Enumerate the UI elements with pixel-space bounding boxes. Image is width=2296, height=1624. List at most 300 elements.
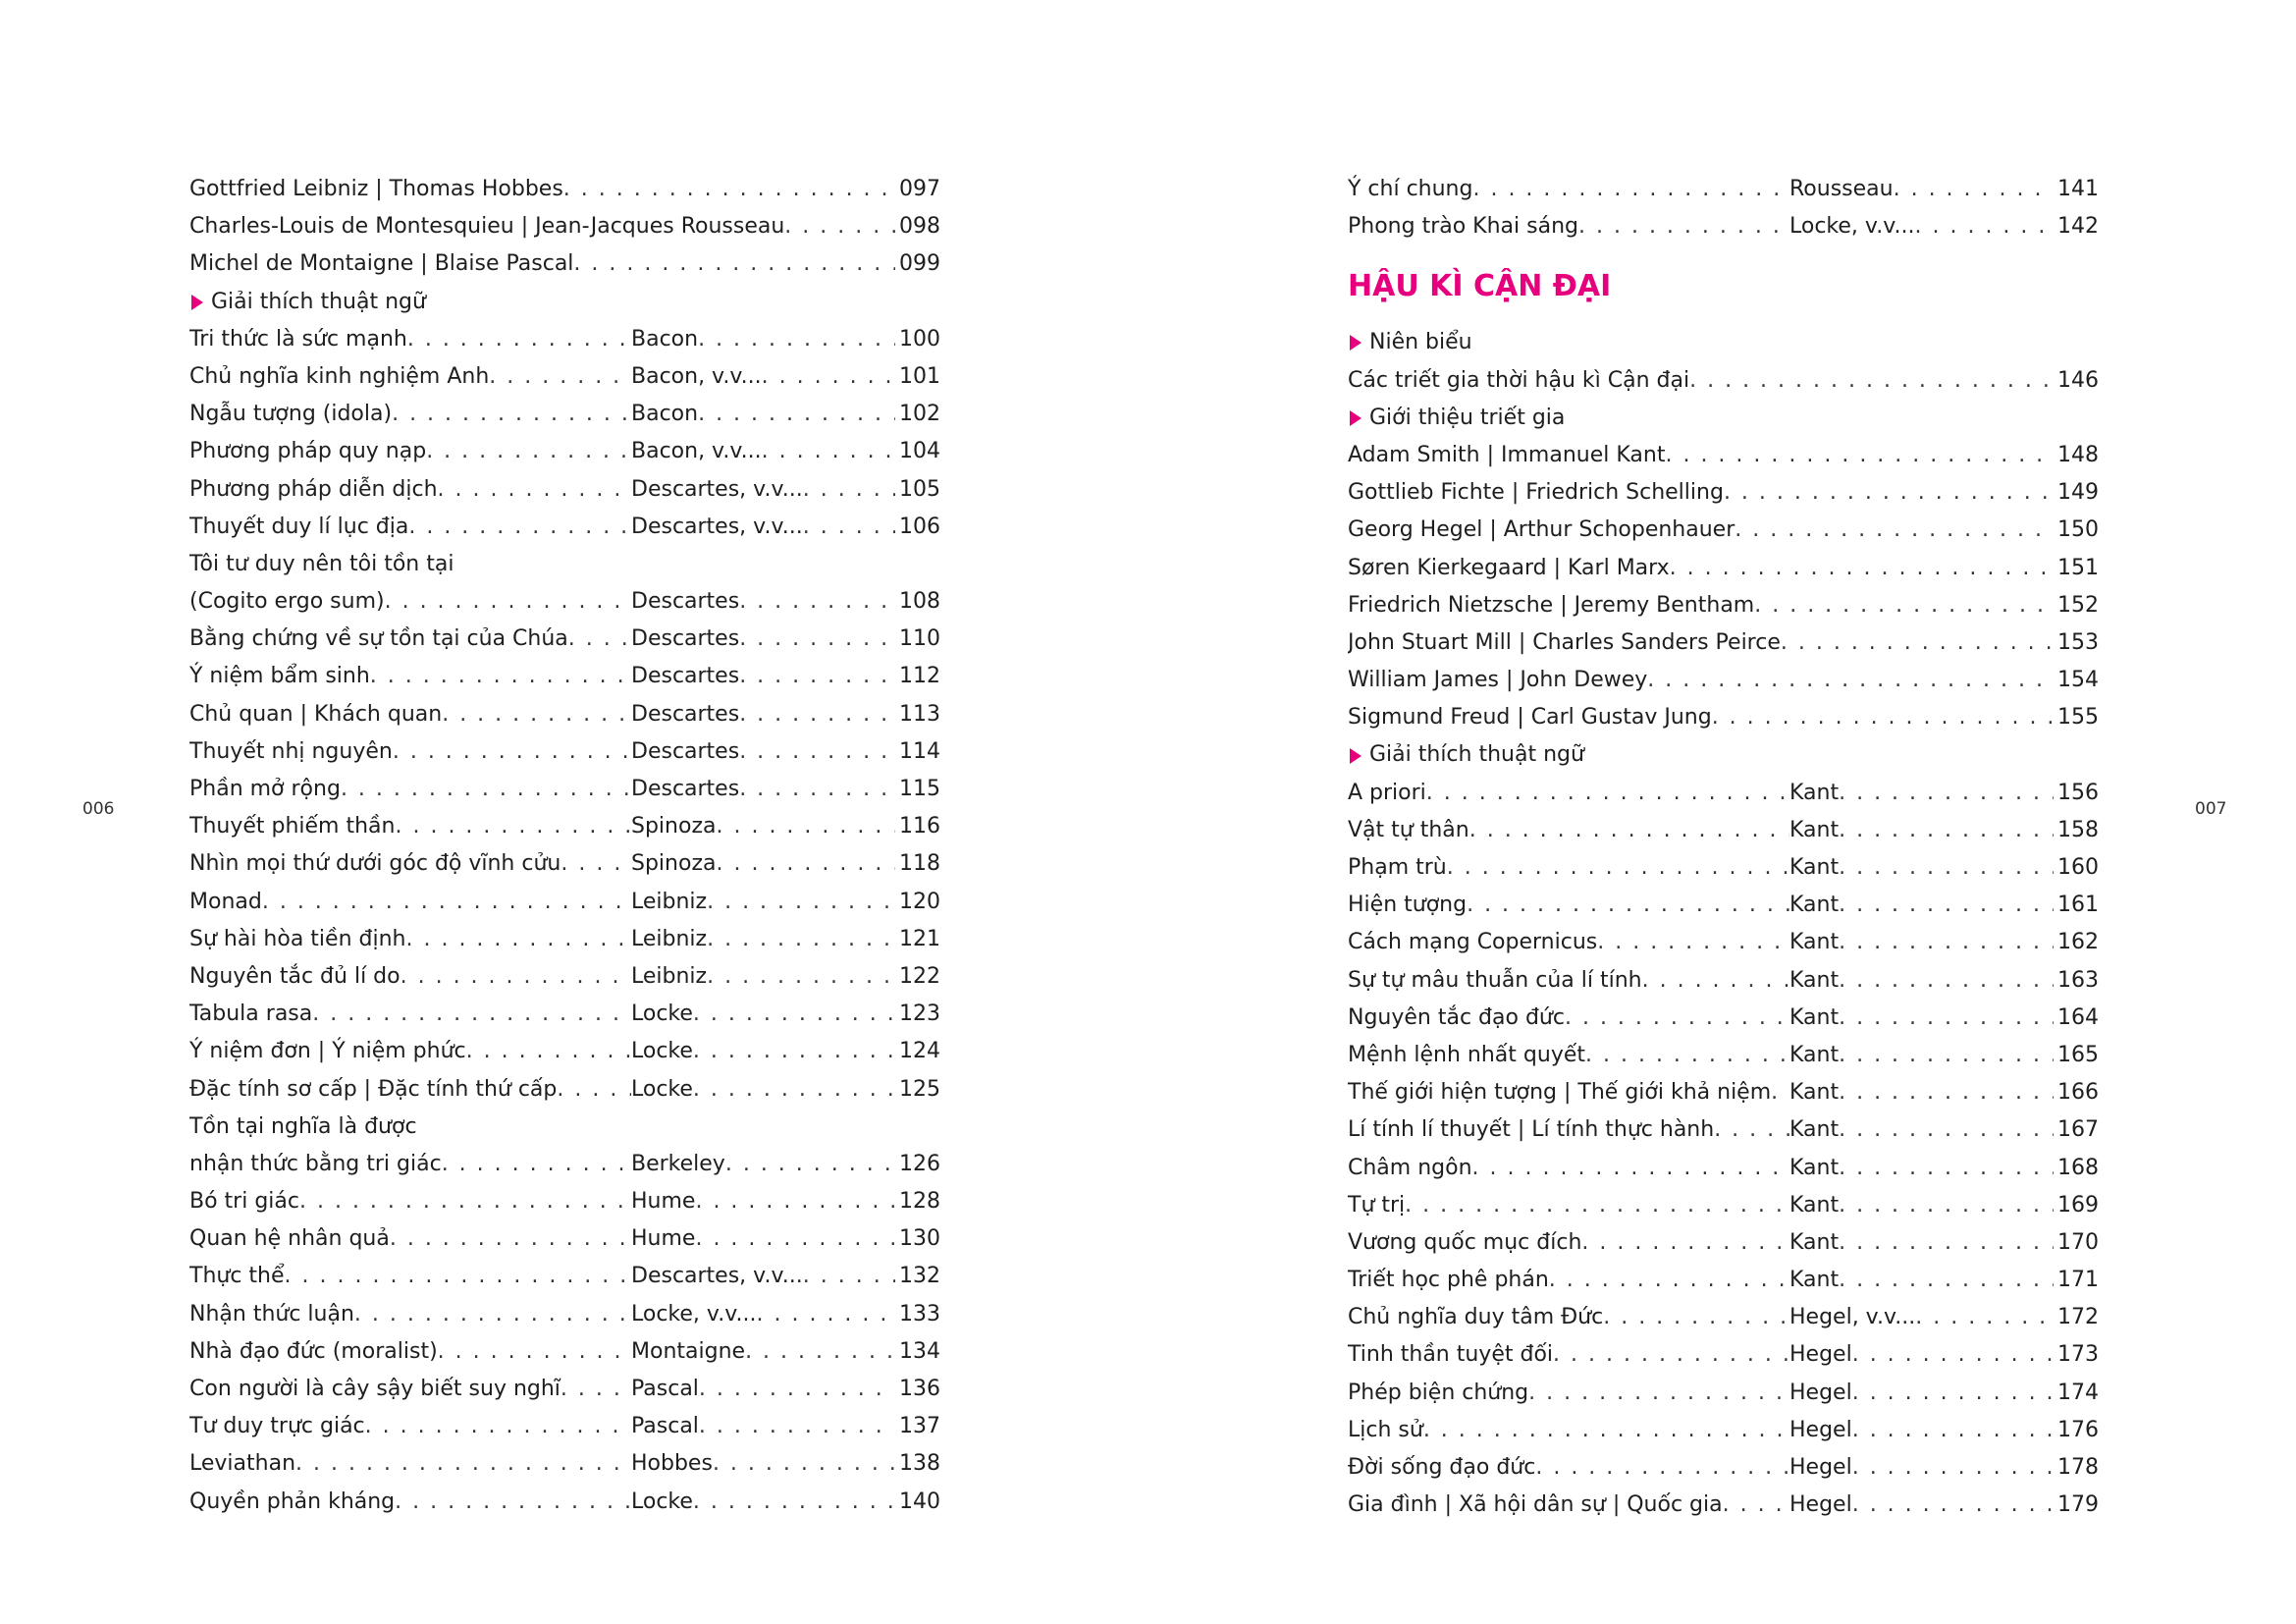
entry-author: Locke — [631, 1001, 693, 1027]
toc-entry[interactable] — [189, 583, 940, 621]
entry-title: Tinh thần tuyệt đối — [1348, 1342, 1554, 1368]
dot-leader — [1839, 962, 2054, 1000]
entry-title: Gottlieb Fichte | Friedrich Schelling — [1348, 480, 1724, 506]
entry-title: Monad — [189, 889, 262, 914]
toc-entry[interactable] — [1348, 849, 2099, 887]
entry-author: Descartes — [631, 777, 740, 801]
entry-title: Các triết gia thời hậu kì Cận đại — [1348, 367, 1690, 393]
toc-entry[interactable] — [1348, 887, 2099, 924]
dot-leader — [1689, 362, 2054, 400]
entry-page: 126 — [899, 1151, 940, 1176]
dot-leader — [762, 358, 895, 396]
dot-leader — [1469, 812, 1789, 849]
dot-leader — [262, 884, 631, 921]
toc-entry[interactable] — [1348, 171, 2099, 208]
entry-author: Montaigne — [631, 1338, 746, 1364]
entry-title-cell — [1348, 1299, 1789, 1336]
entry-author: Descartes — [631, 626, 740, 652]
entry-title-cell — [189, 696, 631, 733]
toc-entry[interactable] — [1348, 437, 2099, 474]
dot-leader — [1581, 1224, 1789, 1262]
dot-leader — [568, 621, 631, 658]
entry-author: Locke — [631, 1039, 693, 1064]
entry-page: 140 — [899, 1489, 940, 1514]
entry-title: Thuyết nhị nguyên — [189, 738, 393, 764]
entry-title-cell — [189, 1033, 631, 1070]
dot-leader — [695, 1220, 895, 1258]
toc-entry[interactable] — [1348, 1487, 2099, 1524]
toc-entry[interactable] — [189, 321, 940, 358]
entry-title: Quan hệ nhân quả — [189, 1226, 390, 1252]
toc-entry[interactable] — [1348, 587, 2099, 624]
entry-page: 166 — [2057, 1080, 2099, 1106]
toc-entry[interactable] — [1348, 1375, 2099, 1412]
dot-leader — [757, 1296, 896, 1333]
entry-author: Locke — [631, 1076, 693, 1102]
entry-author: Spinoza — [631, 851, 717, 877]
entry-title-cell — [189, 1484, 631, 1521]
entry-title: Tri thức là sức mạnh — [189, 326, 407, 352]
dot-leader — [716, 808, 895, 845]
dot-leader — [573, 245, 895, 283]
entry-title-cell — [1348, 1000, 1789, 1037]
toc-entry[interactable] — [1348, 1449, 2099, 1487]
toc-entry[interactable] — [189, 1033, 940, 1070]
entry-title: Nhận thức luận — [189, 1301, 354, 1326]
toc-entry[interactable] — [1348, 924, 2099, 961]
entry-title: Nguyên tắc đạo đức — [1348, 1004, 1565, 1030]
entry-page: 112 — [899, 664, 940, 689]
dot-leader — [295, 1445, 631, 1483]
entry-page: 169 — [2057, 1192, 2099, 1218]
entry-page: 133 — [899, 1301, 940, 1326]
entry-page: 174 — [2057, 1380, 2099, 1405]
toc-entry[interactable] — [189, 771, 940, 808]
entry-title: Tôi tư duy nên tôi tồn tại — [189, 551, 454, 576]
entry-title: Chủ nghĩa kinh nghiệm Anh — [189, 363, 490, 389]
entry-title: Phương pháp diễn dịch — [189, 476, 438, 502]
entry-author: Locke — [631, 1489, 693, 1514]
entry-page: 130 — [899, 1226, 940, 1252]
toc-entry[interactable] — [1348, 1262, 2099, 1299]
toc-entry[interactable] — [1348, 1037, 2099, 1074]
toc-entry[interactable] — [189, 845, 940, 883]
entry-author: Pascal — [631, 1377, 699, 1401]
entry-page: 099 — [899, 251, 940, 277]
dot-leader — [1405, 1187, 1789, 1224]
entry-title-cell — [1348, 171, 1789, 208]
dot-leader — [1839, 812, 2054, 849]
toc-entry[interactable] — [1348, 208, 2099, 245]
entry-author: Descartes — [631, 589, 740, 615]
entry-page: 142 — [2057, 214, 2099, 240]
entry-title-cell — [189, 658, 631, 695]
entry-title-cell — [189, 1220, 631, 1258]
dot-leader — [1724, 474, 2054, 512]
toc-entry[interactable] — [1348, 1299, 2099, 1336]
dot-leader — [1472, 1150, 1789, 1187]
entry-title: Søren Kierkegaard | Karl Marx — [1348, 555, 1670, 580]
toc-entry[interactable] — [1348, 812, 2099, 849]
toc-entry[interactable] — [189, 509, 940, 546]
entry-author: Locke, v.v... — [631, 1301, 757, 1326]
entry-title: Sự tự mâu thuẫn của lí tính — [1348, 967, 1642, 993]
entry-title-cell — [189, 621, 631, 658]
dot-leader — [385, 583, 631, 621]
toc-entry[interactable] — [189, 1333, 940, 1371]
entry-title: nhận thức bằng tri giác — [189, 1151, 442, 1176]
dot-leader — [438, 471, 631, 509]
entry-title: Triết học phê phán — [1348, 1268, 1549, 1293]
entry-title-cell — [1348, 1375, 1789, 1412]
toc-entry[interactable] — [189, 1146, 940, 1183]
dot-leader — [1423, 1412, 1789, 1449]
dot-leader — [1852, 1487, 2054, 1524]
dot-leader — [739, 621, 895, 658]
toc-entry[interactable] — [189, 1220, 940, 1258]
entry-title: Đặc tính sơ cấp | Đặc tính thứ cấp — [189, 1076, 558, 1102]
toc-entry[interactable] — [189, 471, 940, 509]
entry-title: Đời sống đạo đức — [1348, 1455, 1536, 1480]
entry-title: Thực thể — [189, 1264, 285, 1289]
dot-leader — [1852, 1412, 2054, 1449]
dot-leader — [699, 1371, 895, 1408]
entry-title: Adam Smith | Immanuel Kant — [1348, 442, 1666, 467]
dot-leader — [1472, 171, 1789, 208]
dot-leader — [1839, 1037, 2054, 1074]
entry-page: 167 — [2057, 1117, 2099, 1143]
dot-leader — [312, 996, 631, 1033]
dot-leader — [1642, 962, 1789, 1000]
dot-leader — [699, 1408, 895, 1445]
toc-left-page — [189, 171, 940, 1521]
entry-title-cell — [189, 771, 631, 808]
entry-title: Gottfried Leibniz | Thomas Hobbes — [189, 177, 563, 201]
entry-author: Descartes, v.v... — [631, 514, 803, 539]
toc-entry[interactable] — [1348, 662, 2099, 699]
entry-page: 136 — [899, 1377, 940, 1401]
entry-page: 102 — [899, 402, 940, 427]
dot-leader — [370, 658, 631, 695]
dot-leader — [693, 1484, 895, 1521]
toc-entry[interactable] — [1348, 1412, 2099, 1449]
entry-title: John Stuart Mill | Charles Sanders Peirce — [1348, 629, 1781, 655]
entry-page: 125 — [899, 1076, 940, 1102]
entry-author: Kant — [1789, 1155, 1840, 1180]
toc-entry[interactable] — [1348, 1150, 2099, 1187]
dot-leader — [695, 1183, 895, 1220]
entry-page: 105 — [899, 476, 940, 502]
entry-title-cell — [189, 321, 631, 358]
section-heading: HẬU KÌ CẬN ĐẠI — [1348, 269, 1612, 304]
dot-leader — [1447, 849, 1789, 887]
dot-leader — [395, 1484, 631, 1521]
dot-leader — [1839, 775, 2054, 812]
entry-title-cell — [189, 1071, 631, 1109]
entry-author: Kant — [1789, 930, 1840, 955]
entry-page: 173 — [2057, 1342, 2099, 1368]
entry-page: 123 — [899, 1001, 940, 1027]
dot-leader — [739, 771, 895, 808]
toc-entry[interactable] — [1348, 1336, 2099, 1374]
entry-page: 178 — [2057, 1455, 2099, 1480]
entry-page: 154 — [2057, 668, 2099, 693]
dot-leader — [784, 208, 895, 245]
dot-leader — [707, 884, 895, 921]
dot-leader — [405, 921, 631, 958]
toc-entry[interactable] — [1348, 550, 2099, 587]
entry-page: 101 — [899, 363, 940, 389]
entry-title-cell — [189, 358, 631, 396]
dot-leader — [1839, 924, 2054, 961]
triangle-right-icon — [1350, 748, 1362, 764]
entry-title-cell — [1348, 1449, 1789, 1487]
toc-right-page — [1348, 171, 2099, 1524]
dot-leader — [725, 1146, 895, 1183]
entry-page: 155 — [2057, 705, 2099, 731]
entry-page: 132 — [899, 1264, 940, 1289]
entry-page: 115 — [899, 777, 940, 801]
entry-title-cell — [1348, 208, 1789, 245]
entry-title-cell — [189, 1371, 631, 1408]
dot-leader — [561, 845, 631, 883]
dot-leader — [561, 1371, 631, 1408]
entry-title-cell — [189, 845, 631, 883]
dot-leader — [803, 471, 895, 509]
dot-leader — [407, 321, 631, 358]
entry-author: Descartes — [631, 738, 740, 764]
dot-leader — [1771, 1074, 1789, 1111]
dot-leader — [1839, 1074, 2054, 1111]
toc-entry[interactable] — [189, 921, 940, 958]
toc-entry[interactable] — [189, 1445, 940, 1483]
entry-author: Leibniz — [631, 926, 708, 951]
toc-entry[interactable] — [1348, 1224, 2099, 1262]
entry-author: Kant — [1789, 893, 1840, 918]
dot-leader — [1670, 550, 2054, 587]
entry-title-cell — [1348, 1336, 1789, 1374]
toc-entry[interactable] — [1348, 474, 2099, 512]
entry-title-cell — [1348, 1412, 1789, 1449]
entry-title-cell — [189, 1445, 631, 1483]
toc-entry[interactable] — [189, 1371, 940, 1408]
toc-entry-line — [189, 1109, 940, 1146]
entry-page: 137 — [899, 1414, 940, 1439]
toc-entry[interactable] — [189, 621, 940, 658]
entry-title-cell — [189, 1183, 631, 1220]
toc-entry[interactable] — [189, 733, 940, 771]
entry-page: 151 — [2057, 555, 2099, 580]
toc-subheading — [189, 284, 940, 321]
entry-title: Nhìn mọi thứ dưới góc độ vĩnh cửu — [189, 851, 561, 877]
toc-entry[interactable] — [1348, 962, 2099, 1000]
entry-title: Thuyết duy lí lục địa — [189, 514, 409, 539]
toc-entry[interactable] — [189, 1296, 940, 1333]
dot-leader — [438, 1333, 631, 1371]
entry-title: Thế giới hiện tượng | Thế giới khả niệm — [1348, 1080, 1772, 1106]
toc-entry[interactable] — [189, 1071, 940, 1109]
toc-entry[interactable] — [189, 433, 940, 470]
toc-entry[interactable] — [189, 1183, 940, 1220]
entry-page: 168 — [2057, 1155, 2099, 1180]
toc-entry[interactable] — [189, 996, 940, 1033]
entry-title-cell — [189, 884, 631, 921]
entry-title: Nhà đạo đức (moralist) — [189, 1338, 438, 1364]
toc-subheading — [1348, 324, 2099, 361]
entry-title: Sự hài hòa tiền định — [189, 926, 406, 951]
dot-leader — [1426, 775, 1789, 812]
entry-title: Cách mạng Copernicus — [1348, 930, 1598, 955]
entry-author: Hume — [631, 1189, 696, 1215]
dot-leader — [1665, 437, 2054, 474]
toc-subheading — [1348, 736, 2099, 774]
entry-page: 172 — [2057, 1305, 2099, 1330]
entry-title: Tabula rasa — [189, 1001, 313, 1027]
entry-title: Vương quốc mục đích — [1348, 1229, 1582, 1255]
toc-entry[interactable] — [1348, 1111, 2099, 1149]
entry-title: Phương pháp quy nạp — [189, 439, 427, 464]
entry-page: 110 — [899, 626, 940, 652]
toc-entry[interactable] — [189, 808, 940, 845]
entry-title: Phạm trù — [1348, 855, 1447, 880]
entry-author: Bacon — [631, 326, 699, 352]
entry-title: Châm ngôn — [1348, 1155, 1472, 1180]
entry-title: Chủ nghĩa duy tâm Đức — [1348, 1305, 1604, 1330]
entry-title: Phép biện chứng — [1348, 1380, 1529, 1405]
entry-title: Ngẫu tượng (idola) — [189, 402, 393, 427]
dot-leader — [1915, 208, 2055, 245]
dot-leader — [1585, 1037, 1789, 1074]
entry-title: Friedrich Nietzsche | Jeremy Bentham — [1348, 592, 1755, 618]
triangle-right-icon — [1350, 335, 1362, 351]
dot-leader — [1839, 1150, 2054, 1187]
entry-page: 138 — [899, 1451, 940, 1477]
entry-page: 118 — [899, 851, 940, 877]
entry-page: 097 — [899, 177, 940, 201]
dot-leader — [698, 396, 895, 433]
entry-page: 179 — [2057, 1492, 2099, 1518]
entry-author: Kant — [1789, 780, 1840, 805]
dot-leader — [426, 433, 631, 470]
toc-entry[interactable] — [189, 245, 940, 283]
entry-page: 162 — [2057, 930, 2099, 955]
entry-page: 106 — [899, 514, 940, 539]
toc-entry[interactable] — [1348, 1074, 2099, 1111]
dot-leader — [299, 1183, 631, 1220]
entry-author: Hegel — [1789, 1342, 1852, 1368]
triangle-right-icon — [191, 295, 203, 310]
entry-page: 116 — [899, 814, 940, 839]
entry-title: Tồn tại nghĩa là được — [189, 1113, 417, 1139]
dot-leader — [803, 1258, 895, 1295]
dot-leader — [707, 921, 895, 958]
entry-title: Quyền phản kháng — [189, 1489, 396, 1514]
entry-title-cell — [1348, 962, 1789, 1000]
toc-entry[interactable] — [1348, 775, 2099, 812]
entry-title-cell — [1348, 1187, 1789, 1224]
entry-title: Bằng chứng về sự tồn tại của Chúa — [189, 626, 568, 652]
dot-leader — [354, 1296, 631, 1333]
entry-title: Phong trào Khai sáng — [1348, 214, 1578, 240]
entry-title: Chủ quan | Khách quan — [189, 701, 443, 727]
entry-author: Kant — [1789, 817, 1840, 842]
entry-author: Locke, v.v... — [1789, 214, 1915, 240]
entry-title: Thuyết phiếm thần — [189, 814, 396, 839]
toc-entry[interactable] — [1348, 1000, 2099, 1037]
toc-entry[interactable] — [189, 1484, 940, 1521]
dot-leader — [393, 733, 631, 771]
entry-title: Tư duy trực giác — [189, 1414, 365, 1439]
entry-title: Phần mở rộng — [189, 777, 341, 801]
entry-author: Kant — [1789, 855, 1840, 880]
entry-page: 165 — [2057, 1042, 2099, 1067]
dot-leader — [1723, 1487, 1789, 1524]
entry-title-cell — [189, 471, 631, 509]
entry-title-cell — [1348, 849, 1789, 887]
entry-author: Hegel — [1789, 1492, 1852, 1518]
entry-author: Kant — [1789, 1080, 1840, 1106]
toc-entry[interactable] — [189, 358, 940, 396]
entry-author: Kant — [1789, 1042, 1840, 1067]
entry-title: Leviathan — [189, 1451, 296, 1477]
entry-page: 170 — [2057, 1229, 2099, 1255]
toc-entry[interactable] — [189, 696, 940, 733]
entry-author: Hobbes — [631, 1451, 713, 1477]
toc-entry[interactable] — [1348, 1187, 2099, 1224]
toc-entry[interactable] — [189, 1258, 940, 1295]
entry-author: Bacon, v.v... — [631, 363, 762, 389]
entry-author: Hegel, v.v... — [1789, 1305, 1916, 1330]
toc-entry[interactable] — [1348, 699, 2099, 736]
toc-subheading — [1348, 400, 2099, 437]
entry-page: 098 — [899, 214, 940, 240]
toc-entry[interactable] — [1348, 512, 2099, 549]
entry-page: 128 — [899, 1189, 940, 1215]
dot-leader — [341, 771, 631, 808]
dot-leader — [408, 509, 631, 546]
toc-entry[interactable] — [189, 208, 940, 245]
entry-page: 176 — [2057, 1417, 2099, 1442]
entry-title-cell — [189, 808, 631, 845]
dot-leader — [1714, 1111, 1789, 1149]
dot-leader — [1781, 624, 2054, 662]
dot-leader — [285, 1258, 631, 1295]
toc-entry[interactable] — [1348, 362, 2099, 400]
toc-entry[interactable] — [189, 884, 940, 921]
toc-entry[interactable] — [189, 958, 940, 996]
entry-title-cell — [189, 996, 631, 1033]
dot-leader — [365, 1408, 631, 1445]
entry-title: Tự trị — [1348, 1192, 1406, 1218]
dot-leader — [693, 996, 895, 1033]
toc-entry[interactable] — [189, 1408, 940, 1445]
toc-entry[interactable] — [189, 396, 940, 433]
dot-leader — [557, 1071, 631, 1109]
entry-page: 141 — [2057, 177, 2099, 201]
entry-title-cell — [1348, 1262, 1789, 1299]
triangle-right-icon — [1350, 410, 1362, 426]
dot-leader — [1852, 1375, 2054, 1412]
toc-entry[interactable] — [189, 658, 940, 695]
dot-leader — [739, 658, 895, 695]
entry-title: William James | John Dewey — [1348, 668, 1648, 693]
entry-title: A priori — [1348, 780, 1426, 805]
toc-entry[interactable] — [189, 171, 940, 208]
entry-page: 161 — [2057, 893, 2099, 918]
dot-leader — [1735, 512, 2054, 549]
toc-entry[interactable] — [1348, 624, 2099, 662]
entry-page: 120 — [899, 889, 940, 914]
